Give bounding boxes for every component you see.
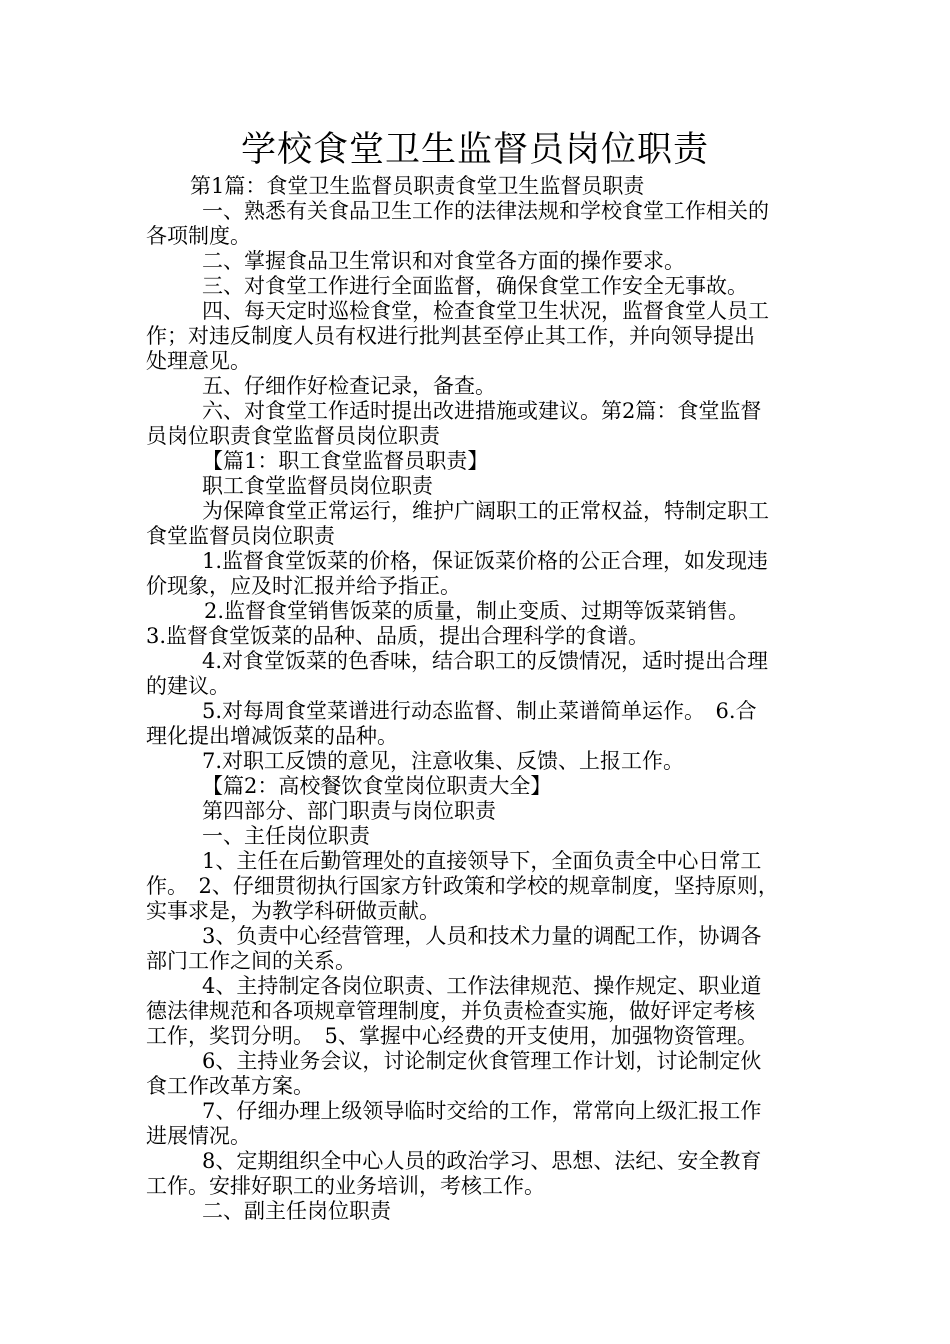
text-line: 二、掌握食品卫生常识和对食堂各方面的操作要求。 (202, 249, 685, 273)
text-line: 作。 2、仔细贯彻执行国家方针政策和学校的规章制度，坚持原则， (146, 874, 779, 898)
text-line: 2.监督食堂销售饭菜的质量，制止变质、过期等饭菜销售。 (204, 599, 750, 623)
text-line: 1、主任在后勤管理处的直接领导下，全面负责全中心日常工 (202, 849, 762, 873)
text-line: 处理意见。 (146, 349, 251, 373)
text-line: 六、对食堂工作适时提出改进措施或建议。第2篇：食堂监督 (202, 399, 762, 423)
text-line: 3.监督食堂饭菜的品种、品质，提出合理科学的食谱。 (146, 624, 650, 648)
text-line: 【篇2：高校餐饮食堂岗位职责大全】 (202, 774, 552, 798)
text-line: 作；对违反制度人员有权进行批判甚至停止其工作，并向领导提出 (146, 324, 755, 348)
text-line: 1.监督食堂饭菜的价格，保证饭菜价格的公正合理，如发现违 (202, 549, 769, 573)
text-line: 部门工作之间的关系。 (146, 949, 356, 973)
text-line: 5.对每周食堂菜谱进行动态监督、制止菜谱简单运作。 6.合 (202, 699, 757, 723)
text-line: 四、每天定时巡检食堂，检查食堂卫生状况，监督食堂人员工 (202, 299, 769, 323)
text-line: 的建议。 (146, 674, 230, 698)
text-line: 一、熟悉有关食品卫生工作的法律法规和学校食堂工作相关的 (202, 199, 769, 223)
text-line: 理化提出增减饭菜的品种。 (146, 724, 398, 748)
text-line: 【篇1：职工食堂监督员职责】 (202, 449, 489, 473)
document-body (146, 174, 824, 1224)
text-line: 为保障食堂正常运行，维护广阔职工的正常权益，特制定职工 (202, 499, 769, 523)
text-line: 各项制度。 (146, 224, 251, 248)
document-title: 学校食堂卫生监督员岗位职责 (240, 130, 709, 170)
text-line: 三、对食堂工作进行全面监督，确保食堂工作安全无事故。 (202, 274, 748, 298)
text-line: 五、仔细作好检查记录，备查。 (202, 374, 496, 398)
text-line: 进展情况。 (146, 1124, 251, 1148)
text-line: 第四部分、部门职责与岗位职责 (202, 799, 496, 823)
text-line: 食工作改革方案。 (146, 1074, 314, 1098)
text-line: 价现象，应及时汇报并给予指正。 (146, 574, 461, 598)
text-line: 6、主持业务会议，讨论制定伙食管理工作计划，讨论制定伙 (202, 1049, 762, 1073)
text-line: 德法律规范和各项规章管理制度，并负责检查实施，做好评定考核 (146, 999, 755, 1023)
text-line: 4.对食堂饭菜的色香味，结合职工的反馈情况，适时提出合理 (202, 649, 769, 673)
text-line: 实事求是，为教学科研做贡献。 (146, 899, 440, 923)
text-line: 职工食堂监督员岗位职责 (202, 474, 433, 498)
text-line: 4、主持制定各岗位职责、工作法律规范、操作规定、职业道 (202, 974, 762, 998)
text-line: 食堂监督员岗位职责 (146, 524, 335, 548)
text-line: 第1篇：食堂卫生监督员职责食堂卫生监督员职责 (190, 174, 645, 198)
text-line: 一、主任岗位职责 (202, 824, 370, 848)
text-line: 二、副主任岗位职责 (202, 1199, 391, 1223)
text-line: 7.对职工反馈的意见，注意收集、反馈、上报工作。 (202, 749, 685, 773)
text-line: 工作。安排好职工的业务培训，考核工作。 (146, 1174, 545, 1198)
text-line: 员岗位职责食堂监督员岗位职责 (146, 424, 440, 448)
text-line: 3、负责中心经营管理，人员和技术力量的调配工作，协调各 (202, 924, 762, 948)
text-line: 工作，奖罚分明。 5、掌握中心经费的开支使用，加强物资管理。 (146, 1024, 758, 1048)
text-line: 8、定期组织全中心人员的政治学习、思想、法纪、安全教育 (202, 1149, 762, 1173)
text-line: 7、仔细办理上级领导临时交给的工作，常常向上级汇报工作 (202, 1099, 762, 1123)
